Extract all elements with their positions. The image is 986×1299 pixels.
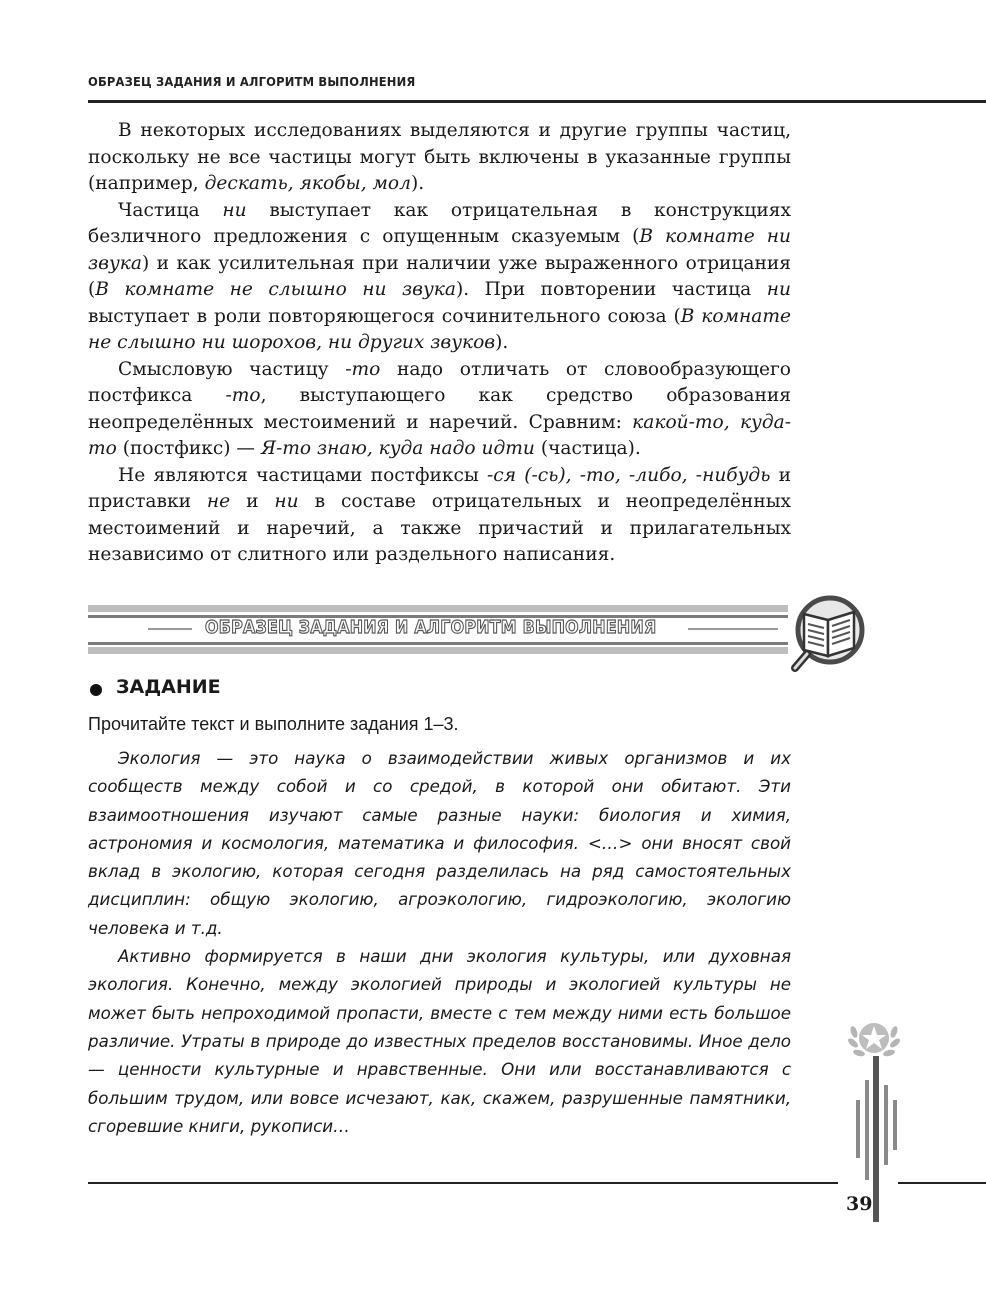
theory-paragraph-4: Не являются частицами постфиксы -ся (-сь), -то, -либо, -нибудь и приставки не и ни в составе отрицательных и неопределённых местоимений и наречий, а также причастий и прилагательных независимо от слитного или раздельного написания. [88, 464, 791, 565]
task-instruction: Прочитайте текст и выполните задания 1–3. [88, 714, 459, 734]
footer-rule-left [88, 1182, 838, 1184]
page-number: 39 [846, 1193, 873, 1215]
task-text [88, 744, 791, 1140]
section-title: ОБРАЗЕЦ ЗАДАНИЯ И АЛГОРИТМ ВЫПОЛНЕНИЯ [205, 617, 657, 638]
theory-paragraph-2: Частица ни выступает как отрицательная в конструкциях безличного предложения с опущенным сказуемым (В комнате ни звука) и как усилительная при наличии уже выраженного отрицания (В комнате не слышно ни звука). При повторении частица ни выступает в роли повторяющегося сочинительного союза (В комнате не слышно ни шорохов, ни других звуков). [88, 199, 792, 353]
task-paragraph-2: Активно формируется в наши дни экология культуры, или духовная экология. Конечно, между экологией природы и экологией культуры не может быть непроходимой пропасти, вместе с тем между ними есть большое различие. Утраты в природе до известных пределов восстановимы. Иное дело — ценности культурные и нравственные. Они или восстанавливаются с большим трудом, или вовсе исчезают, как, скажем, разрушенные памятники, сгоревшие книги, рукописи… [88, 946, 791, 1136]
task-heading: ЗАДАНИЕ [116, 676, 221, 698]
theory-paragraph-3: Смысловую частицу -то надо отличать от словообразующего постфикса -то, выступающего как средство образования неопределённых местоимений и наречий. Сравним: какой-то, куда-то (постфикс) — Я-то знаю, куда надо идти (частица). [88, 358, 792, 459]
running-head-title: ОБРАЗЕЦ ЗАДАНИЯ И АЛГОРИТМ ВЫПОЛНЕНИЯ [88, 74, 416, 89]
bullet-icon [90, 684, 102, 696]
header-rule [88, 100, 986, 103]
theory-text [88, 118, 791, 569]
footer-rule-right [898, 1182, 986, 1184]
task-paragraph-1: Экология — это наука о взаимодействии живых организмов и их сообществ между собой и со средой, в которой они обитают. Эти взаимоотношения изучают самые разные науки: биология и химия, астрономия и космология, математика и философия. <…> они вносят свой вклад в экологию, которая сегодня разделилась на ряд самостоятельных дисциплин: общую экологию, агроэкологию, гидроэкологию, экологию человека и т.д. [88, 748, 791, 938]
theory-paragraph-1: В некоторых исследованиях выделяются и другие группы частиц, поскольку не все частицы могут быть включены в указанные группы (например, дескать, якобы, мол). [88, 120, 791, 194]
open-book-magnifier-icon [790, 592, 868, 672]
